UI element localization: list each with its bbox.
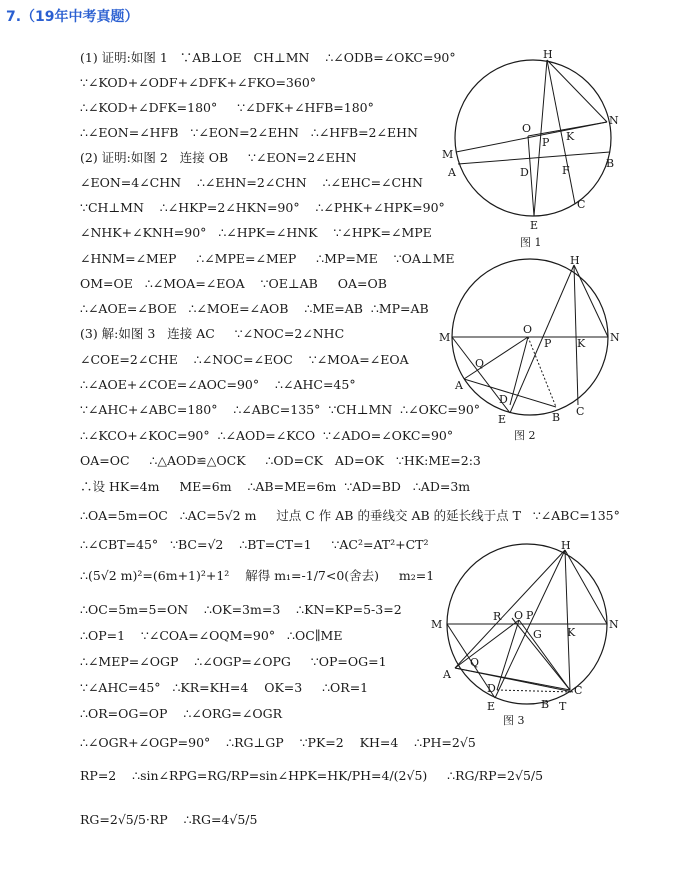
segment-hn — [565, 550, 607, 624]
segment-ob — [528, 337, 556, 407]
point-label: O — [522, 122, 532, 135]
solution-line: ∴(5√2 m)²=(6m+1)²+1² 解得 m₁=-1/7<0(舍去) m₂=1 — [80, 568, 435, 583]
segment-hn — [574, 265, 608, 337]
solution-line: ∴OP=1 ∵∠COA=∠OQM=90° ∴OC∥ME — [80, 628, 343, 643]
segment-hn — [547, 60, 607, 122]
solution-line: ∵CH⊥MN ∴∠HKP=2∠HKN=90° ∴∠PHK+∠HPK=90° — [80, 200, 445, 215]
solution-line: ∠COE=2∠CHE ∴∠NOC=∠EOC ∵∠MOA=∠EOA — [80, 352, 409, 367]
point-label: F — [562, 164, 570, 177]
solution-line: (1) 证明:如图 1 ∵AB⊥OE CH⊥MN ∴∠ODB=∠OKC=90° — [80, 50, 456, 65]
solution-line: ∴∠AOE+∠COE=∠AOC=90° ∴∠AHC=45° — [80, 377, 356, 392]
segment-he — [510, 265, 574, 413]
segment-ab — [458, 152, 610, 164]
solution-line: ∴∠MEP=∠OGP ∴∠OGP=∠OPG ∵OP=OG=1 — [80, 654, 387, 669]
solution-line: ∠EON=4∠CHN ∴∠EHN=2∠CHN ∴∠EHC=∠CHN — [80, 175, 423, 190]
point-label: P — [542, 136, 550, 149]
point-label: A — [455, 379, 463, 392]
segment-hc — [574, 265, 578, 405]
solution-line: OA=OC ∴△AOD≌△OCK ∴OD=CK AD=OK ∵HK:ME=2:3 — [80, 453, 481, 468]
point-label: B — [541, 698, 550, 711]
point-label: C — [576, 405, 585, 418]
point-label: A — [448, 166, 456, 179]
solution-line: ∵∠AHC+∠ABC=180° ∴∠ABC=135° ∵CH⊥MN ∴∠OKC=90° — [80, 402, 481, 417]
figure-2-diagram — [430, 255, 640, 445]
point-label: C — [574, 684, 583, 697]
point-label: H — [543, 48, 553, 61]
point-label: M — [442, 148, 454, 161]
point-label: O — [514, 609, 524, 622]
point-label: P — [544, 337, 552, 350]
point-label: K — [566, 130, 575, 143]
point-label: D — [487, 682, 496, 695]
point-label: N — [609, 618, 619, 631]
solution-line: ∴∠CBT=45° ∵BC=√2 ∴BT=CT=1 ∵AC²=AT²+CT² — [80, 537, 429, 552]
point-label: N — [609, 114, 619, 127]
point-label: P — [526, 609, 534, 622]
figure-caption: 图 3 — [503, 714, 525, 727]
point-label: T — [559, 700, 567, 713]
point-label: M — [439, 331, 451, 344]
figure-3 — [425, 540, 635, 730]
point-label: Q — [475, 357, 485, 370]
segment-oc — [519, 620, 570, 690]
solution-line: (3) 解:如图 3 连接 AC ∵∠NOC=2∠NHC — [80, 326, 345, 341]
point-label: N — [610, 331, 620, 344]
solution-line: ∴∠EON=∠HFB ∵∠EON=2∠EHN ∴∠HFB=2∠EHN — [80, 125, 418, 140]
solution-line: ∴∠OGR+∠OGP=90° ∴RG⊥GP ∵PK=2 KH=4 ∴PH=2√5 — [80, 735, 476, 750]
point-label: K — [577, 337, 586, 350]
point-label: R — [493, 610, 502, 623]
solution-line: ∴OA=5m=OC ∴AC=5√2 m 过点 C 作 AB 的垂线交 AB 的延长线于点 T ∵∠ABC=135° — [80, 508, 620, 523]
solution-line: ∴OC=5m=5=ON ∴OK=3m=3 ∴KN=KP=5-3=2 — [80, 602, 402, 617]
segment-ac — [455, 668, 570, 690]
segment-hc — [565, 550, 570, 690]
solution-line: ∠NHK+∠KNH=90° ∴∠HPK=∠HNK ∵∠HPK=∠MPE — [80, 225, 432, 240]
point-label: K — [567, 626, 576, 639]
solution-line: ∵∠AHC=45° ∴KR=KH=4 OK=3 ∴OR=1 — [80, 680, 369, 695]
solution-line: ∵∠KOD+∠ODF+∠DFK+∠FKO=360° — [80, 75, 317, 90]
circle — [455, 60, 611, 216]
figure-caption: 图 1 — [520, 236, 542, 249]
figure-3-diagram — [425, 540, 635, 730]
point-label: E — [530, 219, 539, 232]
solution-line: ∴设 HK=4m ME=6m ∴AB=ME=6m ∵AD=BD ∴AD=3m — [80, 479, 471, 494]
figure-2 — [430, 255, 640, 445]
point-label: A — [443, 668, 451, 681]
point-label: M — [431, 618, 443, 631]
figure-1 — [430, 48, 640, 248]
point-label: B — [552, 411, 561, 424]
point-label: H — [561, 539, 571, 552]
segment-oa — [455, 620, 519, 668]
point-label: B — [606, 157, 615, 170]
segment-ab — [464, 379, 556, 407]
point-label: O — [523, 323, 533, 336]
solution-line: ∠HNM=∠MEP ∴∠MPE=∠MEP ∴MP=ME ∵OA⊥ME — [80, 251, 455, 266]
solution-line: ∴∠AOE=∠BOE ∴∠MOE=∠AOB ∴ME=AB ∴MP=AB — [80, 301, 429, 316]
solution-line: (2) 证明:如图 2 连接 OB ∵∠EON=2∠EHN — [80, 150, 357, 165]
point-label: Q — [470, 656, 480, 669]
figure-1-diagram — [430, 48, 640, 248]
point-label: D — [499, 393, 508, 406]
solution-line: OM=OE ∴∠MOA=∠EOA ∵OE⊥AB OA=OB — [80, 276, 387, 291]
point-label: D — [520, 166, 529, 179]
solution-line: ∴∠KCO+∠KOC=90° ∴∠AOD=∠KCO ∵∠ADO=∠OKC=90° — [80, 428, 454, 443]
point-label: G — [533, 628, 542, 641]
solution-line: RG=2√5/5·RP ∴RG=4√5/5 — [80, 812, 258, 827]
solution-line: ∴OR=OG=OP ∴∠ORG=∠OGR — [80, 706, 283, 721]
problem-header: 7.（19年中考真题） — [6, 9, 139, 25]
point-label: E — [487, 700, 496, 713]
point-label: H — [570, 254, 580, 267]
point-label: E — [498, 413, 507, 426]
point-label: C — [577, 198, 586, 211]
segment-oe — [528, 136, 534, 216]
segment-ob — [497, 690, 573, 692]
solution-line: ∴∠KOD+∠DFK=180° ∵∠DFK+∠HFB=180° — [80, 100, 374, 115]
solution-line: RP=2 ∴sin∠RPG=RG/RP=sin∠HPK=HK/PH=4/(2√5) ∴RG/RP=2√5/5 — [80, 768, 544, 783]
figure-caption: 图 2 — [514, 429, 536, 442]
